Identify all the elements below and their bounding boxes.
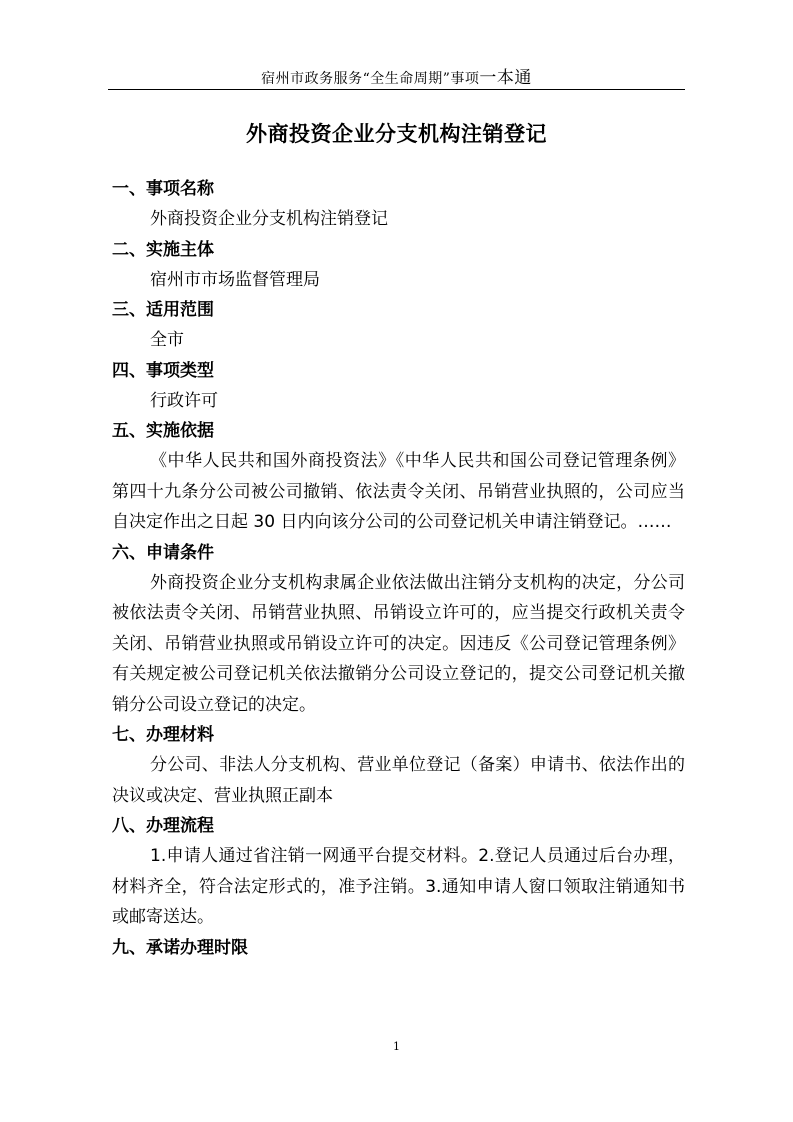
section-conditions — [112, 538, 685, 721]
section-body: 外商投资企业分支机构注销登记 — [150, 209, 388, 229]
section-body: 《中华人民共和国外商投资法》《中华人民共和国公司登记管理条例》第四十九条分公司被公司撤销、依法责令关闭、吊销营业执照的，公司应当自决定作出之日起 30 日内向该分公司的公司登记机关申请注销登记。…… — [112, 451, 685, 532]
section-heading: 九、承诺办理时限 — [112, 937, 248, 958]
section-heading: 四、事项类型 — [112, 360, 214, 381]
section-heading: 七、办理材料 — [112, 725, 214, 745]
section-body: 全市 — [150, 330, 184, 350]
section-scope — [112, 295, 685, 356]
section-legal-basis — [112, 416, 685, 538]
header-text: 宿州市政务服务“全生命周期”事项 — [261, 71, 480, 87]
page-header — [108, 56, 685, 90]
section-heading: 三、适用范围 — [112, 300, 214, 320]
section-time-limit — [112, 933, 685, 963]
section-body: 宿州市市场监督管理局 — [150, 269, 320, 290]
section-item-name — [112, 174, 685, 235]
header-suffix: 一本通 — [479, 68, 532, 88]
section-heading: 一、事项名称 — [112, 179, 214, 199]
document-title: 外商投资企业分支机构注销登记 — [246, 122, 547, 146]
section-body: 外商投资企业分支机构隶属企业依法做出注销分支机构的决定，分公司被依法责令关闭、吊销营业执照、吊销设立许可的，应当提交行政机关责令关闭、吊销营业执照或吊销设立许可的决定。因违反《公司登记管理条例》有关规定被公司登记机关依法撤销分公司设立登记的，提交公司登记机关撤销分公司设立登记的决定。 — [112, 572, 685, 715]
section-heading: 八、办理流程 — [112, 816, 214, 836]
section-heading: 六、申请条件 — [112, 542, 214, 563]
document-body — [112, 174, 685, 963]
section-body: 1.申请人通过省注销一网通平台提交材料。2.登记人员通过后台办理，材料齐全，符合法定形式的，准予注销。3.通知申请人窗口领取注销通知书或邮寄送达。 — [112, 846, 685, 927]
section-body: 行政许可 — [150, 390, 218, 411]
section-body: 分公司、非法人分支机构、营业单位登记（备案）申请书、依法作出的决议或决定、营业执照正副本 — [112, 755, 685, 806]
page-number: 1 — [393, 1040, 400, 1053]
section-heading: 五、实施依据 — [112, 421, 214, 441]
section-process — [112, 811, 685, 933]
section-item-type — [112, 356, 685, 417]
section-heading: 二、实施主体 — [112, 239, 214, 260]
section-implementing-body — [112, 235, 685, 296]
section-materials — [112, 720, 685, 811]
